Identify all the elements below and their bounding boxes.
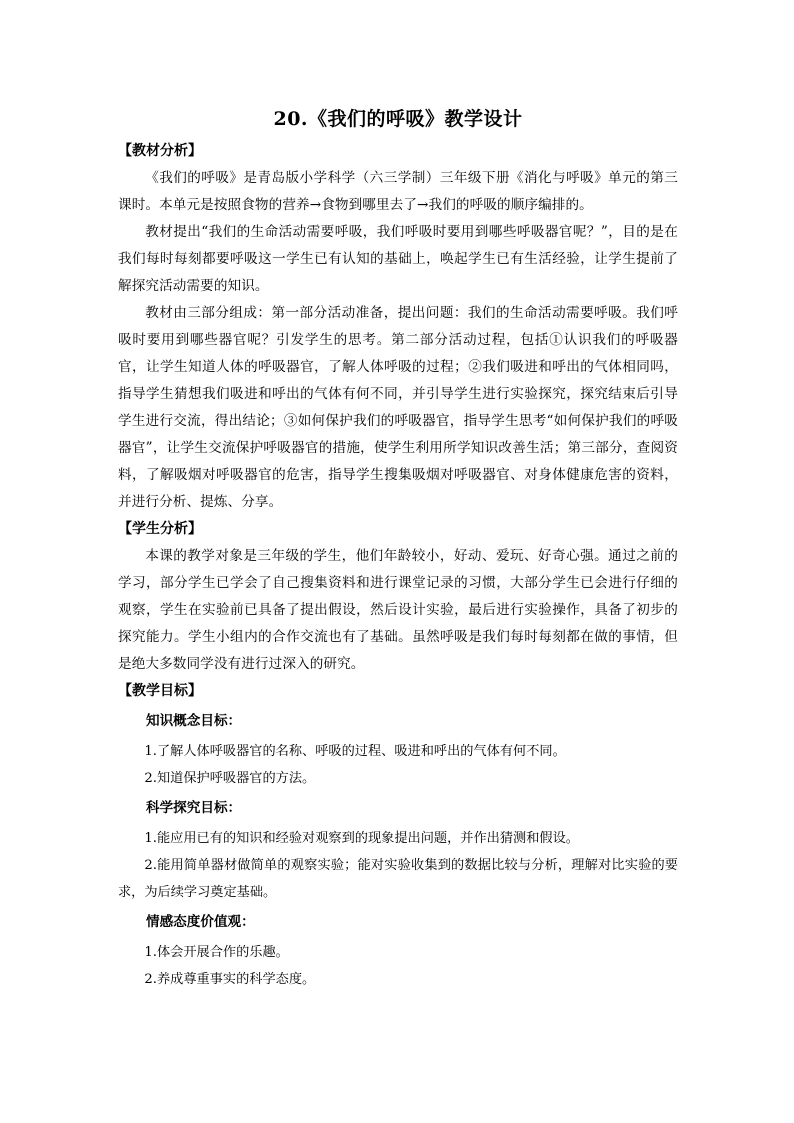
subheading-inquiry-goals: 科学探究目标： xyxy=(146,800,242,816)
section-heading-teaching-goals: 【教学目标】 xyxy=(118,683,202,699)
subheading-knowledge-goals: 知识概念目标： xyxy=(146,713,242,729)
list-item: 1.了解人体呼吸器官的名称、呼吸的过程、吸进和呼出的气体有何不同。 xyxy=(144,744,566,759)
paragraph: 本课的教学对象是三年级的学生，他们年龄较小，好动、爱玩、好奇心强。通过之前的学习，部分学生已学会了自己搜集资料和进行课堂记录的习惯，大部分学生已会进行仔细的观察，学生在实验前已具备了提出假设，然后设计实验，最后进行实验操作，具备了初步的探究能力。学生小组内的合作交流也有了基础。虽然呼吸是我们每时每刻都在做的事情，但是绝大多数同学没有进行过深入的研究。 xyxy=(118,548,678,672)
paragraph: 《我们的呼吸》是青岛版小学科学（六三学制）三年级下册《消化与呼吸》单元的第三课时。本单元是按照食物的营养→食物到哪里去了→我们的呼吸的顺序编排的。 xyxy=(118,170,678,213)
list-item: 1.体会开展合作的乐趣。 xyxy=(144,945,289,960)
section-heading-student-analysis: 【学生分析】 xyxy=(118,521,202,537)
paragraph: 教材提出“我们的生命活动需要呼吸，我们呼吸时要用到哪些呼吸器官呢？”，目的是在我们每时每刻都要呼吸这一学生已有认知的基础上，唤起学生已有生活经验，让学生提前了解探究活动需要的知识。 xyxy=(118,224,678,294)
list-item: 2.能用简单器材做简单的观察实验；能对实验收集到的数据比较与分析，理解对比实验的要求，为后续学习奠定基础。 xyxy=(118,858,678,900)
section-heading-material-analysis: 【教材分析】 xyxy=(118,143,202,159)
paragraph: 教材由三部分组成：第一部分活动准备，提出问题：我们的生命活动需要呼吸。我们呼吸时要用到哪些器官呢？引发学生的思考。第二部分活动过程，包括①认识我们的呼吸器官，让学生知道人体的呼吸器官，了解人体呼吸的过程；②我们吸进和呼出的气体相同吗，指导学生猜想我们吸进和呼出的气体有何不同，并引导学生进行实验探究，探究结束后引导学生进行交流，得出结论；③如何保护我们的呼吸器官，指导学生思考“如何保护我们的呼吸器官”，让学生交流保护呼吸器官的措施，使学生利用所学知识改善生活；第三部分，查阅资料，了解吸烟对呼吸器官的危害，指导学生搜集吸烟对呼吸器官、对身体健康危害的资料，并进行分析、提炼、分享。 xyxy=(118,305,678,510)
document-title: 20.《我们的呼吸》教学设计 xyxy=(273,108,523,130)
document-page xyxy=(118,104,678,993)
list-item: 2.知道保护呼吸器官的方法。 xyxy=(144,771,316,786)
subheading-attitude-goals: 情感态度价值观： xyxy=(146,914,255,930)
list-item: 2.养成尊重事实的科学态度。 xyxy=(144,972,316,987)
list-item: 1.能应用已有的知识和经验对观察到的现象提出问题，并作出猜测和假设。 xyxy=(144,831,579,846)
